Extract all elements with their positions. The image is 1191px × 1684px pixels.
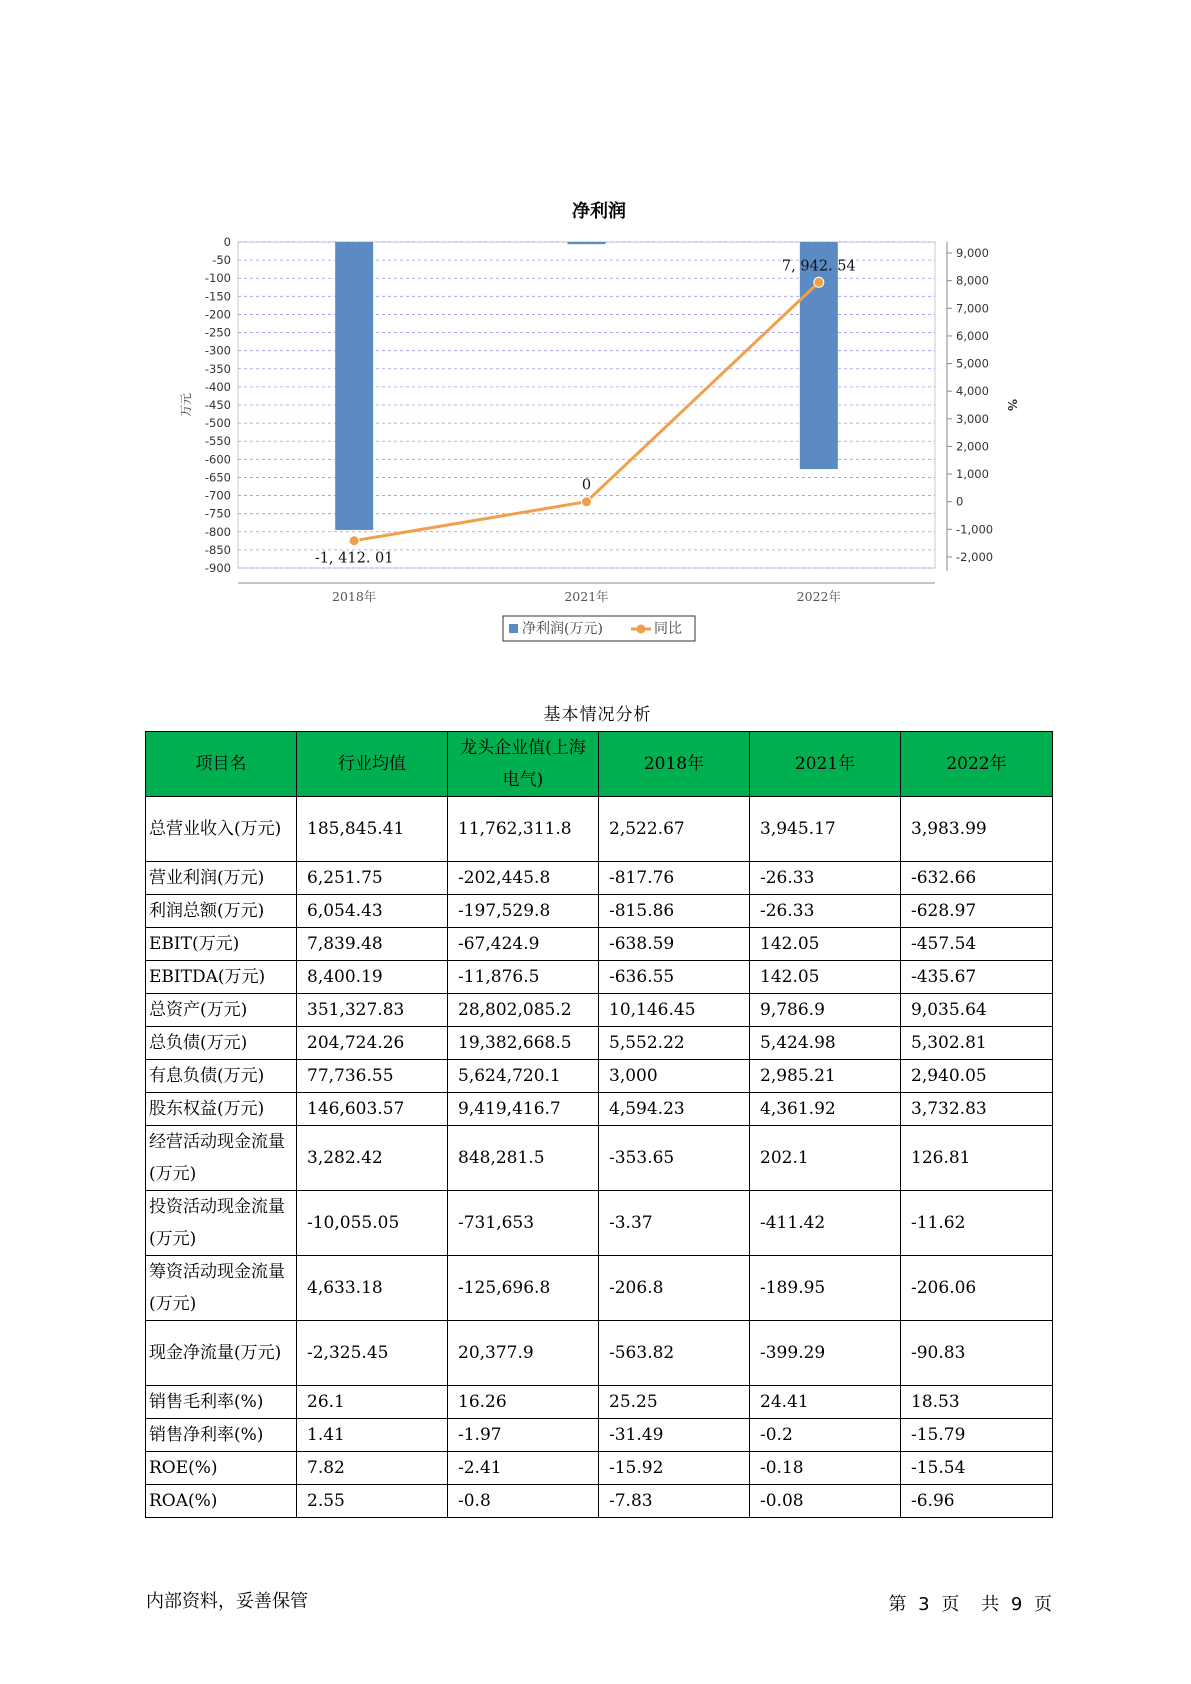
value-cell: -457.54 <box>901 928 1053 961</box>
y-tick-label: -400 <box>204 379 231 394</box>
value-cell: -202,445.8 <box>448 862 599 895</box>
value-cell: 20,377.9 <box>448 1321 599 1386</box>
page-prefix: 第 <box>888 1594 907 1615</box>
value-cell: -1.97 <box>448 1419 599 1452</box>
value-cell: 848,281.5 <box>448 1126 599 1191</box>
table-row <box>146 1321 1053 1386</box>
y2-tick-label: 7,000 <box>956 301 989 316</box>
y2-axis-label: % <box>1005 398 1019 412</box>
y-tick-label: 0 <box>223 235 231 249</box>
y2-tick-label: 4,000 <box>956 384 989 399</box>
value-cell: 19,382,668.5 <box>448 1027 599 1060</box>
y2-tick-label: 0 <box>956 494 964 509</box>
table-row <box>146 961 1053 994</box>
value-cell: -31.49 <box>599 1419 750 1452</box>
value-cell: -2,325.45 <box>297 1321 448 1386</box>
total-prefix: 共 <box>981 1594 1000 1615</box>
value-cell: 142.05 <box>750 961 901 994</box>
confidential-note: 内部资料，妥善保管 <box>146 1591 308 1612</box>
header-cell: 2018年 <box>599 732 750 797</box>
table-row <box>146 1191 1053 1256</box>
y2-tick-label: 6,000 <box>956 328 989 343</box>
value-cell: -636.55 <box>599 961 750 994</box>
yoy-data-label: 0 <box>581 477 592 494</box>
value-cell: 3,282.42 <box>297 1126 448 1191</box>
table-body <box>146 797 1053 1518</box>
value-cell: 24.41 <box>750 1386 901 1419</box>
value-cell: -815.86 <box>599 895 750 928</box>
value-cell: -628.97 <box>901 895 1053 928</box>
value-cell: -15.79 <box>901 1419 1053 1452</box>
row-label-cell: ROE(%) <box>146 1452 297 1485</box>
row-label-cell: 现金净流量(万元) <box>146 1321 297 1386</box>
value-cell: 9,035.64 <box>901 994 1053 1027</box>
value-cell: 1.41 <box>297 1419 448 1452</box>
value-cell: 9,419,416.7 <box>448 1093 599 1126</box>
row-label-cell: 总负债(万元) <box>146 1027 297 1060</box>
value-cell: -125,696.8 <box>448 1256 599 1321</box>
value-cell: -0.08 <box>750 1485 901 1518</box>
value-cell: 18.53 <box>901 1386 1053 1419</box>
table-header-row <box>146 732 1053 797</box>
value-cell: -2.41 <box>448 1452 599 1485</box>
value-cell: 126.81 <box>901 1126 1053 1191</box>
page-suffix: 页 <box>1034 1594 1052 1615</box>
value-cell: -206.8 <box>599 1256 750 1321</box>
table-row <box>146 1452 1053 1485</box>
table-row <box>146 1060 1053 1093</box>
row-label-cell: 股东权益(万元) <box>146 1093 297 1126</box>
table-row <box>146 1256 1053 1321</box>
y-tick-label: -450 <box>204 398 231 412</box>
yoy-point <box>349 536 359 546</box>
table-row <box>146 1027 1053 1060</box>
value-cell: -399.29 <box>750 1321 901 1386</box>
y2-tick-label: 5,000 <box>956 356 989 371</box>
y-axis-label: 万元 <box>179 392 193 418</box>
value-cell: -26.33 <box>750 862 901 895</box>
table-row <box>146 1093 1053 1126</box>
y2-tick-label: -1,000 <box>956 522 994 537</box>
table-row <box>146 994 1053 1027</box>
row-label-cell: 筹资活动现金流量(万元) <box>146 1256 297 1321</box>
row-label-cell: EBITDA(万元) <box>146 961 297 994</box>
value-cell: 142.05 <box>750 928 901 961</box>
value-cell: 5,424.98 <box>750 1027 901 1060</box>
y-tick-label: -600 <box>204 452 231 467</box>
value-cell: -67,424.9 <box>448 928 599 961</box>
value-cell: 8,400.19 <box>297 961 448 994</box>
bar <box>568 242 606 244</box>
row-label-cell: 总资产(万元) <box>146 994 297 1027</box>
y-tick-label: -500 <box>204 416 231 431</box>
yoy-data-label: -1, 412. 01 <box>314 550 394 567</box>
value-cell: -411.42 <box>750 1191 901 1256</box>
y-tick-label: -700 <box>204 488 231 503</box>
value-cell: 16.26 <box>448 1386 599 1419</box>
y-tick-label: -200 <box>204 307 231 322</box>
value-cell: 3,732.83 <box>901 1093 1053 1126</box>
value-cell: -563.82 <box>599 1321 750 1386</box>
value-cell: 2,985.21 <box>750 1060 901 1093</box>
value-cell: 7,839.48 <box>297 928 448 961</box>
value-cell: 2,940.05 <box>901 1060 1053 1093</box>
value-cell: -0.2 <box>750 1419 901 1452</box>
table-row <box>146 1126 1053 1191</box>
value-cell: 4,594.23 <box>599 1093 750 1126</box>
table-row <box>146 862 1053 895</box>
page-total: 9 <box>1010 1594 1023 1615</box>
row-label-cell: ROA(%) <box>146 1485 297 1518</box>
legend-bar-swatch <box>509 624 518 633</box>
y-tick-label: -50 <box>212 253 231 268</box>
yoy-point <box>814 277 824 287</box>
bar <box>335 242 373 530</box>
row-label-cell: 有息负债(万元) <box>146 1060 297 1093</box>
value-cell: -632.66 <box>901 862 1053 895</box>
table-row <box>146 797 1053 862</box>
value-cell: 77,736.55 <box>297 1060 448 1093</box>
value-cell: -353.65 <box>599 1126 750 1191</box>
value-cell: 28,802,085.2 <box>448 994 599 1027</box>
row-label-cell: 销售毛利率(%) <box>146 1386 297 1419</box>
table-row <box>146 1485 1053 1518</box>
value-cell: 26.1 <box>297 1386 448 1419</box>
value-cell: 202.1 <box>750 1126 901 1191</box>
y2-tick-label: 2,000 <box>956 439 989 454</box>
value-cell: 351,327.83 <box>297 994 448 1027</box>
value-cell: 9,786.9 <box>750 994 901 1027</box>
value-cell: -206.06 <box>901 1256 1053 1321</box>
value-cell: 6,054.43 <box>297 895 448 928</box>
row-label-cell: 销售净利率(%) <box>146 1419 297 1452</box>
value-cell: 6,251.75 <box>297 862 448 895</box>
y-tick-label: -900 <box>204 561 231 575</box>
header-cell: 行业均值 <box>297 732 448 797</box>
value-cell: 5,302.81 <box>901 1027 1053 1060</box>
legend-bar-label: 净利润(万元) <box>522 621 603 637</box>
x-tick-label: 2018年 <box>332 589 377 604</box>
chart-title: 净利润 <box>572 201 626 222</box>
value-cell: -6.96 <box>901 1485 1053 1518</box>
row-label-cell: 利润总额(万元) <box>146 895 297 928</box>
y2-tick-label: 8,000 <box>956 273 989 288</box>
value-cell: -731,653 <box>448 1191 599 1256</box>
value-cell: 2.55 <box>297 1485 448 1518</box>
y2-tick-label: 1,000 <box>956 467 989 482</box>
table-row <box>146 928 1053 961</box>
legend-line-label: 同比 <box>654 621 682 637</box>
legend-line-marker <box>637 625 646 634</box>
x-tick-label: 2021年 <box>564 589 609 604</box>
header-cell: 龙头企业值(上海电气) <box>448 732 599 797</box>
y-tick-label: -850 <box>204 542 231 557</box>
value-cell: -0.8 <box>448 1485 599 1518</box>
value-cell: -3.37 <box>599 1191 750 1256</box>
value-cell: 3,000 <box>599 1060 750 1093</box>
value-cell: -90.83 <box>901 1321 1053 1386</box>
y-tick-label: -650 <box>204 470 231 485</box>
y-tick-label: -150 <box>204 289 231 304</box>
yoy-data-label: 7, 942. 54 <box>781 258 856 275</box>
y2-tick-label: -2,000 <box>956 549 994 564</box>
value-cell: -189.95 <box>750 1256 901 1321</box>
y-tick-label: -300 <box>204 343 231 358</box>
bar <box>800 242 838 469</box>
value-cell: -817.76 <box>599 862 750 895</box>
header-cell: 2021年 <box>750 732 901 797</box>
value-cell: -15.54 <box>901 1452 1053 1485</box>
value-cell: -638.59 <box>599 928 750 961</box>
value-cell: -435.67 <box>901 961 1053 994</box>
y-tick-label: -800 <box>204 524 231 539</box>
value-cell: -26.33 <box>750 895 901 928</box>
value-cell: -11,876.5 <box>448 961 599 994</box>
table-row <box>146 1386 1053 1419</box>
y2-tick-label: 3,000 <box>956 411 989 426</box>
x-tick-label: 2022年 <box>796 589 841 604</box>
value-cell: -15.92 <box>599 1452 750 1485</box>
page-current: 3 <box>918 1594 930 1615</box>
yoy-point <box>582 497 592 507</box>
value-cell: 2,522.67 <box>599 797 750 862</box>
value-cell: -10,055.05 <box>297 1191 448 1256</box>
value-cell: 4,361.92 <box>750 1093 901 1126</box>
y-tick-label: -350 <box>204 361 231 376</box>
net-profit-chart <box>0 0 1191 660</box>
value-cell: 146,603.57 <box>297 1093 448 1126</box>
value-cell: 25.25 <box>599 1386 750 1419</box>
y-tick-label: -750 <box>204 506 231 521</box>
table-caption: 基本情况分析 <box>543 705 652 725</box>
value-cell: 3,983.99 <box>901 797 1053 862</box>
value-cell: 5,552.22 <box>599 1027 750 1060</box>
analysis-table <box>145 731 1053 1518</box>
value-cell: -11.62 <box>901 1191 1053 1256</box>
row-label-cell: 经营活动现金流量(万元) <box>146 1126 297 1191</box>
row-label-cell: 投资活动现金流量(万元) <box>146 1191 297 1256</box>
value-cell: 11,762,311.8 <box>448 797 599 862</box>
y-tick-label: -550 <box>204 434 231 449</box>
row-label-cell: 营业利润(万元) <box>146 862 297 895</box>
y-tick-label: -250 <box>204 325 231 340</box>
value-cell: 204,724.26 <box>297 1027 448 1060</box>
value-cell: 10,146.45 <box>599 994 750 1027</box>
value-cell: 185,845.41 <box>297 797 448 862</box>
value-cell: -7.83 <box>599 1485 750 1518</box>
page-mid: 页 <box>941 1594 960 1615</box>
page-indicator <box>888 1590 1052 1616</box>
row-label-cell: 总营业收入(万元) <box>146 797 297 862</box>
header-cell: 2022年 <box>901 732 1053 797</box>
table-row <box>146 895 1053 928</box>
y-tick-label: -100 <box>204 271 231 286</box>
value-cell: -0.18 <box>750 1452 901 1485</box>
y2-tick-label: 9,000 <box>956 246 989 261</box>
header-cell: 项目名 <box>146 732 297 797</box>
row-label-cell: EBIT(万元) <box>146 928 297 961</box>
value-cell: 3,945.17 <box>750 797 901 862</box>
table-row <box>146 1419 1053 1452</box>
value-cell: 7.82 <box>297 1452 448 1485</box>
value-cell: 5,624,720.1 <box>448 1060 599 1093</box>
value-cell: -197,529.8 <box>448 895 599 928</box>
value-cell: 4,633.18 <box>297 1256 448 1321</box>
